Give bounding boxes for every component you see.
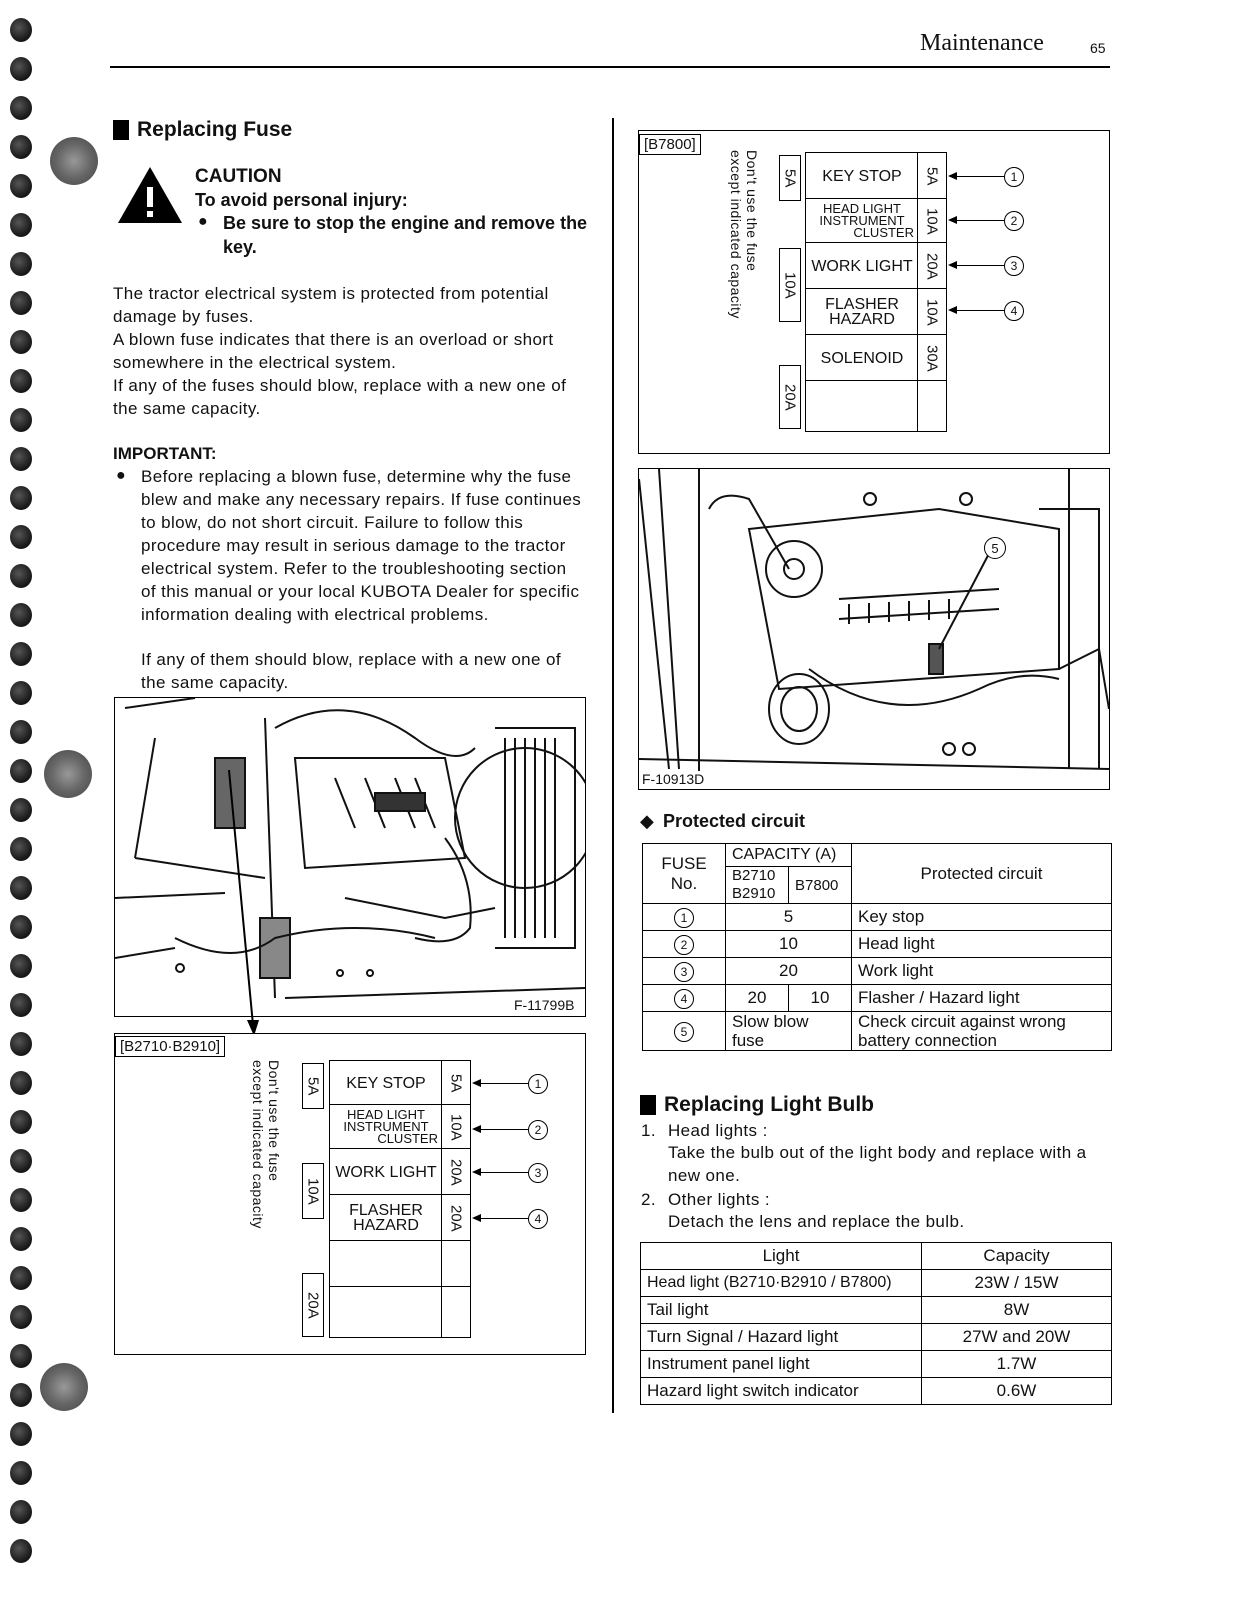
callout-number: 1 — [1004, 167, 1024, 187]
pointer-arrow — [225, 770, 265, 1040]
circuit-cell: Head light — [852, 931, 1112, 958]
fuse-capacity-empty — [441, 1286, 471, 1338]
callout-line — [956, 310, 1004, 311]
important-title: IMPORTANT: — [113, 444, 217, 463]
fuse-capacity: 10A — [917, 288, 947, 336]
fuse-capacity: 20A — [441, 1148, 471, 1196]
bullet-icon: ● — [198, 213, 208, 230]
punch-hole — [50, 137, 98, 185]
b2710-header — [726, 867, 789, 904]
callout-line — [480, 1218, 528, 1219]
fuse-capacity: 10A — [917, 198, 947, 244]
figure-code-left: F-11799B — [514, 997, 575, 1013]
spare-fuse: 20A — [779, 365, 801, 429]
fuse-capacity-empty — [917, 380, 947, 432]
fuse-no-cell — [643, 931, 726, 958]
capacity-cell: 8W — [922, 1297, 1112, 1324]
callout-line — [480, 1172, 528, 1173]
fuse-slot-work-light: WORK LIGHT — [329, 1148, 443, 1196]
fuse-slot-flasher-hazard — [329, 1194, 443, 1242]
callout-line — [956, 265, 1004, 266]
fuse-slot-solenoid: SOLENOID — [805, 334, 919, 382]
step-title: Head lights : — [668, 1121, 768, 1140]
capacity-cell: 27W and 20W — [922, 1324, 1112, 1351]
fuse-no-cell — [643, 958, 726, 985]
cell-line: battery connection — [858, 1031, 997, 1050]
column-header: Light — [641, 1243, 922, 1270]
header-page-number: 65 — [1090, 40, 1106, 56]
cell-line: Slow blow — [732, 1012, 809, 1031]
table-row — [643, 1012, 1112, 1051]
table-row — [641, 1378, 1112, 1405]
fuse-slot-key-stop: KEY STOP — [805, 152, 919, 200]
warning-line-2: except indicated capacity — [728, 150, 744, 319]
section-heading — [640, 1093, 874, 1117]
callout-number: 3 — [528, 1163, 548, 1183]
header-line: B2710 — [732, 867, 776, 884]
callout-line — [480, 1083, 528, 1084]
circled-number: 2 — [674, 935, 694, 955]
fuse-paragraph: A blown fuse indicates that there is an overload or short somewhere in the electrical system. — [113, 330, 554, 372]
light-cell: Hazard light switch indicator — [641, 1378, 922, 1405]
fuse-capacity-empty — [441, 1240, 471, 1288]
callout-number: 2 — [1004, 211, 1024, 231]
table-row — [643, 931, 1112, 958]
capacity-cell: 10 — [789, 985, 852, 1012]
heading-text: Replacing Light Bulb — [664, 1093, 874, 1116]
fuse-capacity: 5A — [917, 152, 947, 200]
figure-code-right: F-10913D — [642, 771, 705, 787]
fuse-capacity: 5A — [441, 1060, 471, 1106]
heading-text: Replacing Fuse — [137, 118, 293, 141]
header-line: No. — [670, 873, 698, 893]
capacity-header: CAPACITY (A) — [726, 844, 852, 867]
cell-line: Check circuit against wrong — [858, 1012, 1066, 1031]
capacity-cell — [726, 1012, 852, 1051]
header-rule — [110, 66, 1110, 68]
table-row — [641, 1297, 1112, 1324]
circuit-cell: Work light — [852, 958, 1112, 985]
circuit-header: Protected circuit — [852, 844, 1112, 904]
capacity-cell: 20 — [726, 958, 852, 985]
fuse-capacity: 20A — [441, 1194, 471, 1242]
protected-circuit-heading: Protected circuit — [663, 811, 806, 831]
fuse-name-line: HEAD LIGHT — [822, 201, 901, 216]
fuse-slot-flasher-hazard — [805, 288, 919, 336]
fuse-name-line: CLUSTER — [377, 1131, 438, 1146]
table-row — [643, 904, 1112, 931]
table-row — [643, 958, 1112, 985]
callout-line — [480, 1129, 528, 1130]
circuit-cell: Flasher / Hazard light — [852, 985, 1112, 1012]
engine-illustration-left — [114, 697, 586, 1017]
bullet-icon: ● — [116, 467, 126, 484]
circuit-cell — [852, 1012, 1112, 1051]
fuse-name-line: FLASHER — [349, 1202, 423, 1219]
table-row — [641, 1351, 1112, 1378]
light-bulb-table — [640, 1242, 1112, 1405]
callout-number: 3 — [1004, 256, 1024, 276]
capacity-cell: 5 — [726, 904, 852, 931]
table-row — [641, 1270, 1112, 1297]
light-cell: Tail light — [641, 1297, 922, 1324]
fuse-name-line: CLUSTER — [853, 225, 914, 240]
cell-line: fuse — [732, 1031, 765, 1050]
spare-fuse: 10A — [779, 248, 801, 322]
fuse-name-line: HAZARD — [829, 311, 895, 328]
header-line: FUSE — [661, 853, 707, 873]
capacity-cell: 20 — [726, 985, 789, 1012]
circled-number: 5 — [674, 1022, 694, 1042]
callout-number: 5 — [984, 537, 1006, 559]
b7800-header: B7800 — [789, 867, 852, 904]
fuse-name-line: HAZARD — [353, 1217, 419, 1234]
header-section-title: Maintenance — [920, 30, 1044, 56]
circuit-cell: Key stop — [852, 904, 1112, 931]
model-label: [B7800] — [639, 134, 701, 155]
callout-number: 4 — [1004, 301, 1024, 321]
step-text: Take the bulb out of the light body and replace with a new one. — [668, 1143, 1087, 1185]
fuse-name-line: INSTRUMENT — [819, 213, 905, 228]
caution-title: CAUTION — [195, 166, 282, 187]
engine-illustration-right — [638, 468, 1110, 790]
fuse-slot-head-light — [329, 1104, 443, 1150]
fuse-capacity: 10A — [441, 1104, 471, 1150]
caution-subtitle: To avoid personal injury: — [195, 190, 408, 210]
callout-line — [956, 176, 1004, 177]
fuse-no-cell — [643, 1012, 726, 1051]
fuse-name-line: HEAD LIGHT — [346, 1107, 425, 1122]
fuse-no-cell — [643, 985, 726, 1012]
capacity-cell: 0.6W — [922, 1378, 1112, 1405]
section-heading — [113, 118, 292, 142]
warning-line-1: Don't use the fuse — [744, 150, 760, 272]
callout-number: 1 — [528, 1074, 548, 1094]
header-line: B2910 — [732, 885, 776, 902]
warning-triangle-icon — [116, 165, 184, 225]
punch-hole — [40, 1363, 88, 1411]
fuse-no-cell — [643, 904, 726, 931]
punch-hole — [44, 750, 92, 798]
table-row — [641, 1324, 1112, 1351]
spare-fuse: 5A — [302, 1063, 324, 1109]
protected-circuit-table — [642, 843, 1112, 1051]
capacity-cell: 1.7W — [922, 1351, 1112, 1378]
circled-number: 1 — [674, 908, 694, 928]
light-cell: Instrument panel light — [641, 1351, 922, 1378]
callout-number: 4 — [528, 1209, 548, 1229]
fuse-capacity: 20A — [917, 242, 947, 290]
capacity-cell: 10 — [726, 931, 852, 958]
caution-bullet: Be sure to stop the engine and remove the key. — [223, 213, 588, 257]
fuse-warning-text — [250, 1060, 282, 1280]
table-row — [643, 985, 1112, 1012]
light-cell: Head light (B2710·B2910 / B7800) — [641, 1270, 922, 1297]
fuse-slot-empty — [329, 1286, 443, 1338]
fuse-slot-work-light: WORK LIGHT — [805, 242, 919, 290]
column-header: Capacity — [922, 1243, 1112, 1270]
fuse-capacity: 30A — [917, 334, 947, 382]
step-number: 2. — [641, 1190, 656, 1209]
callout-line — [956, 220, 1004, 221]
model-label: [B2710·B2910] — [115, 1036, 225, 1057]
light-cell: Turn Signal / Hazard light — [641, 1324, 922, 1351]
table-header-row — [641, 1243, 1112, 1270]
capacity-cell: 23W / 15W — [922, 1270, 1112, 1297]
circled-number: 3 — [674, 962, 694, 982]
fuse-slot-empty — [805, 380, 919, 432]
fuse-slot-empty — [329, 1240, 443, 1288]
step-number: 1. — [641, 1121, 656, 1140]
step-text: Detach the lens and replace the bulb. — [668, 1212, 965, 1231]
column-divider — [612, 118, 614, 1413]
warning-line-2: except indicated capacity — [250, 1060, 266, 1229]
fuse-no-header — [643, 844, 726, 904]
fuse-name-line: FLASHER — [825, 296, 899, 313]
fuse-name-line: INSTRUMENT — [343, 1119, 429, 1134]
fuse-slot-head-light — [805, 198, 919, 244]
diamond-icon: ◆ — [640, 811, 654, 831]
important-note: If any of them should blow, replace with a new one of the same capacity. — [141, 650, 561, 692]
callout-number: 2 — [528, 1120, 548, 1140]
warning-line-1: Don't use the fuse — [266, 1060, 282, 1182]
spare-fuse: 20A — [302, 1273, 324, 1337]
fuse-warning-text — [728, 150, 760, 370]
binding-spine — [8, 0, 38, 1600]
fuse-paragraph: The tractor electrical system is protected from potential damage by fuses. — [113, 284, 549, 326]
fuse-slot-key-stop: KEY STOP — [329, 1060, 443, 1106]
spare-fuse: 10A — [302, 1163, 324, 1219]
step-title: Other lights : — [668, 1190, 770, 1209]
important-bullet: Before replacing a blown fuse, determine why the fuse blew and make any necessary repairs. If fuse continues to blow, do not short circuit. Failure to follow this procedure may result in serious damage to the tractor electrical system. Refer to the troubleshooting section of this manual or your local KUBOTA Dealer for specific information dealing with electrical problems. — [141, 467, 582, 624]
fuse-paragraph: If any of the fuses should blow, replace with a new one of the same capacity. — [113, 376, 567, 418]
spare-fuse: 5A — [779, 155, 801, 201]
circled-number: 4 — [674, 989, 694, 1009]
